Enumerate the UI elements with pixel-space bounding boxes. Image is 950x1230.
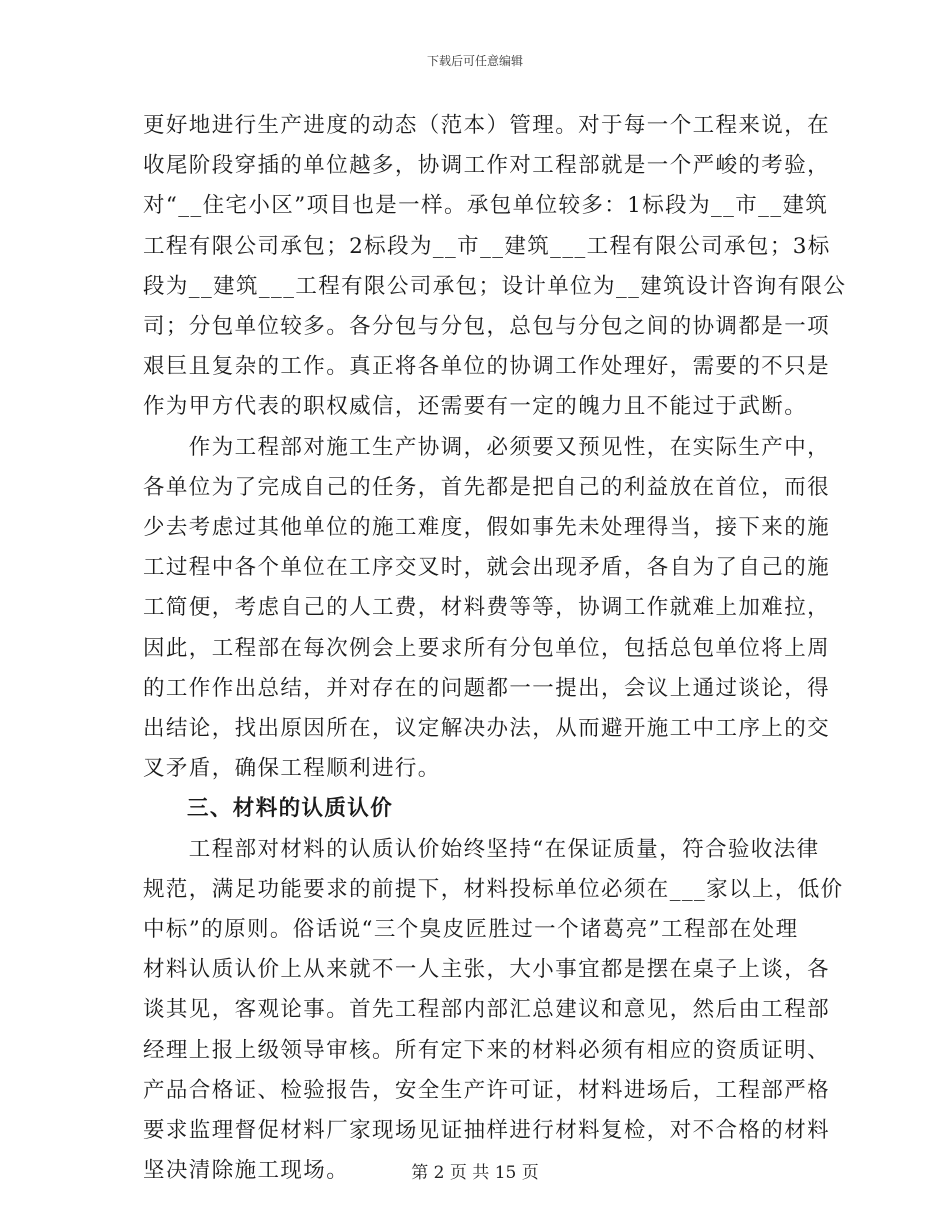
text-line: 工过程中各个单位在工序交叉时，就会出现矛盾，各自为了自己的施 [143,555,831,581]
text-line: 经理上报上级领导审核。所有定下来的材料必须有相应的资质证明、 [143,1037,831,1063]
paragraph-3 [143,830,844,1192]
document-body [143,106,847,1191]
text-line: 收尾阶段穿插的单位越多，协调工作对工程部就是一个严峻的考验， [143,153,831,179]
page-number: 第 2 页 共 15 页 [411,1163,539,1183]
text-line: 艰巨且复杂的工作。真正将各单位的协调工作处理好，需要的不只是 [143,354,831,380]
text-line: 出结论，找出原因所在，议定解决办法，从而避开施工中工序上的交 [143,716,831,742]
text-line: 的工作作出总结，并对存在的问题都一一提出，会议上通过谈论，得 [143,675,831,701]
text-line: 司；分包单位较多。各分包与分包，总包与分包之间的协调都是一项 [143,314,831,340]
text-line: 因此，工程部在每次例会上要求所有分包单位，包括总包单位将上周 [143,635,831,661]
text-line: 工简便，考虑自己的人工费，材料费等等，协调工作就难上加难拉， [143,595,831,621]
text-line: 段为__建筑___工程有限公司承包；设计单位为__建筑设计咨询有限公 [143,273,847,299]
text-line: 材料认质认价上从来就不一人主张，大小事宜都是摆在桌子上谈，各 [143,957,831,983]
text-line: 作为工程部对施工生产协调，必须要又预见性，在实际生产中， [143,434,831,460]
text-line: 要求监理督促材料厂家现场见证抽样进行材料复检，对不合格的材料 [143,1118,831,1144]
text-line: 更好地进行生产进度的动态（范本）管理。对于每一个工程来说，在 [143,113,831,138]
text-line: 少去考虑过其他单位的施工难度，假如事先未处理得当，接下来的施 [143,515,831,541]
paragraph-1 [143,106,847,428]
paragraph-2 [143,428,831,790]
text-line: 工程部对材料的认质认价始终坚持“在保证质量，符合验收法律 [143,836,820,862]
text-line: 规范，满足功能要求的前提下，材料投标单位必须在___家以上，低价 [143,876,844,902]
section-heading: 三、材料的认质认价 [187,796,394,822]
text-line: 作为甲方代表的职权威信，还需要有一定的魄力且不能过于武断。 [143,394,808,420]
page-header-note: 下载后可任意编辑 [426,54,523,68]
text-line: 叉矛盾，确保工程顺利进行。 [143,756,441,782]
text-line: 工程有限公司承包；2标段为__市__建筑___工程有限公司承包；3标 [143,233,831,259]
text-line: 谈其见，客观论事。首先工程部内部汇总建议和意见，然后由工程部 [143,997,831,1023]
text-line: 对“__住宅小区”项目也是一样。承包单位较多：1标段为__市__建筑 [143,193,829,219]
text-line: 坚决清除施工现场。 [143,1158,350,1184]
text-line: 中标”的原则。俗话说“三个臭皮匠胜过一个诸葛亮”工程部在处理 [143,917,799,943]
text-line: 产品合格证、检验报告，安全生产许可证，材料进场后，工程部严格 [143,1077,831,1103]
text-line: 各单位为了完成自己的任务，首先都是把自己的利益放在首位，而很 [143,474,831,500]
